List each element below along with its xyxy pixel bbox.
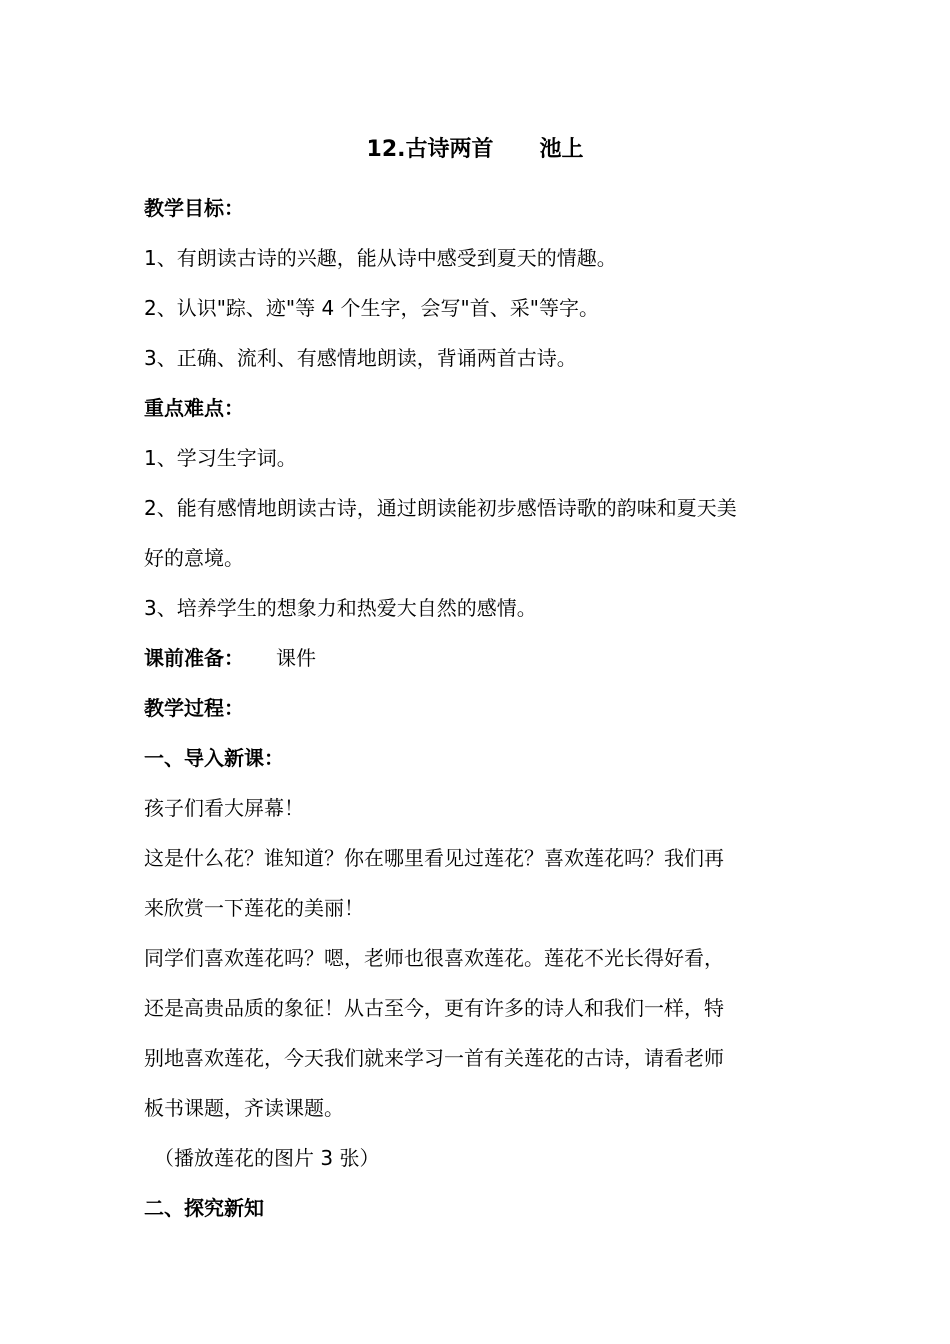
paragraph-line: 别地喜欢莲花，今天我们就来学习一首有关莲花的古诗，请看老师	[144, 1046, 724, 1070]
preparation-line	[144, 633, 810, 683]
paragraph-line: 板书课题，齐读课题。	[144, 1096, 344, 1120]
preparation-label: 课前准备：	[144, 646, 244, 670]
stage-note: （播放莲花的图片 3 张）	[154, 1146, 380, 1170]
key-point-item-2: 2、能有感情地朗读古诗，通过朗读能初步感悟诗歌的韵味和夏天美	[144, 496, 737, 520]
key-point-item-3: 3、培养学生的想象力和热爱大自然的感情。	[144, 596, 537, 620]
paragraph-line: 这是什么花？谁知道？你在哪里看见过莲花？喜欢莲花吗？我们再	[144, 846, 724, 870]
preparation-value: 课件	[276, 646, 316, 670]
paragraph-line: 同学们喜欢莲花吗？嗯，老师也很喜欢莲花。莲花不光长得好看，	[144, 946, 724, 970]
subsection-heading-intro: 一、导入新课：	[144, 746, 284, 770]
subsection-heading-explore: 二、探究新知	[144, 1196, 264, 1220]
key-point-item-2-continued: 好的意境。	[144, 546, 244, 570]
objective-item-1: 1、有朗读古诗的兴趣，能从诗中感受到夏天的情趣。	[144, 246, 617, 270]
document-title: 12.古诗两首 池上	[366, 137, 584, 162]
paragraph-line: 来欣赏一下莲花的美丽！	[144, 896, 364, 920]
key-point-item-1: 1、学习生字词。	[144, 446, 297, 470]
objective-item-2: 2、认识"踪、迹"等 4 个生字，会写"首、采"等字。	[144, 296, 599, 320]
paragraph-line: 孩子们看大屏幕！	[144, 796, 304, 820]
objective-item-3: 3、正确、流利、有感情地朗读，背诵两首古诗。	[144, 346, 577, 370]
section-heading-key-points: 重点难点：	[144, 396, 244, 420]
document-body	[144, 183, 810, 1233]
section-heading-process: 教学过程：	[144, 696, 244, 720]
paragraph-line: 还是高贵品质的象征！从古至今，更有许多的诗人和我们一样，特	[144, 996, 724, 1020]
section-heading-objectives: 教学目标：	[144, 196, 244, 220]
